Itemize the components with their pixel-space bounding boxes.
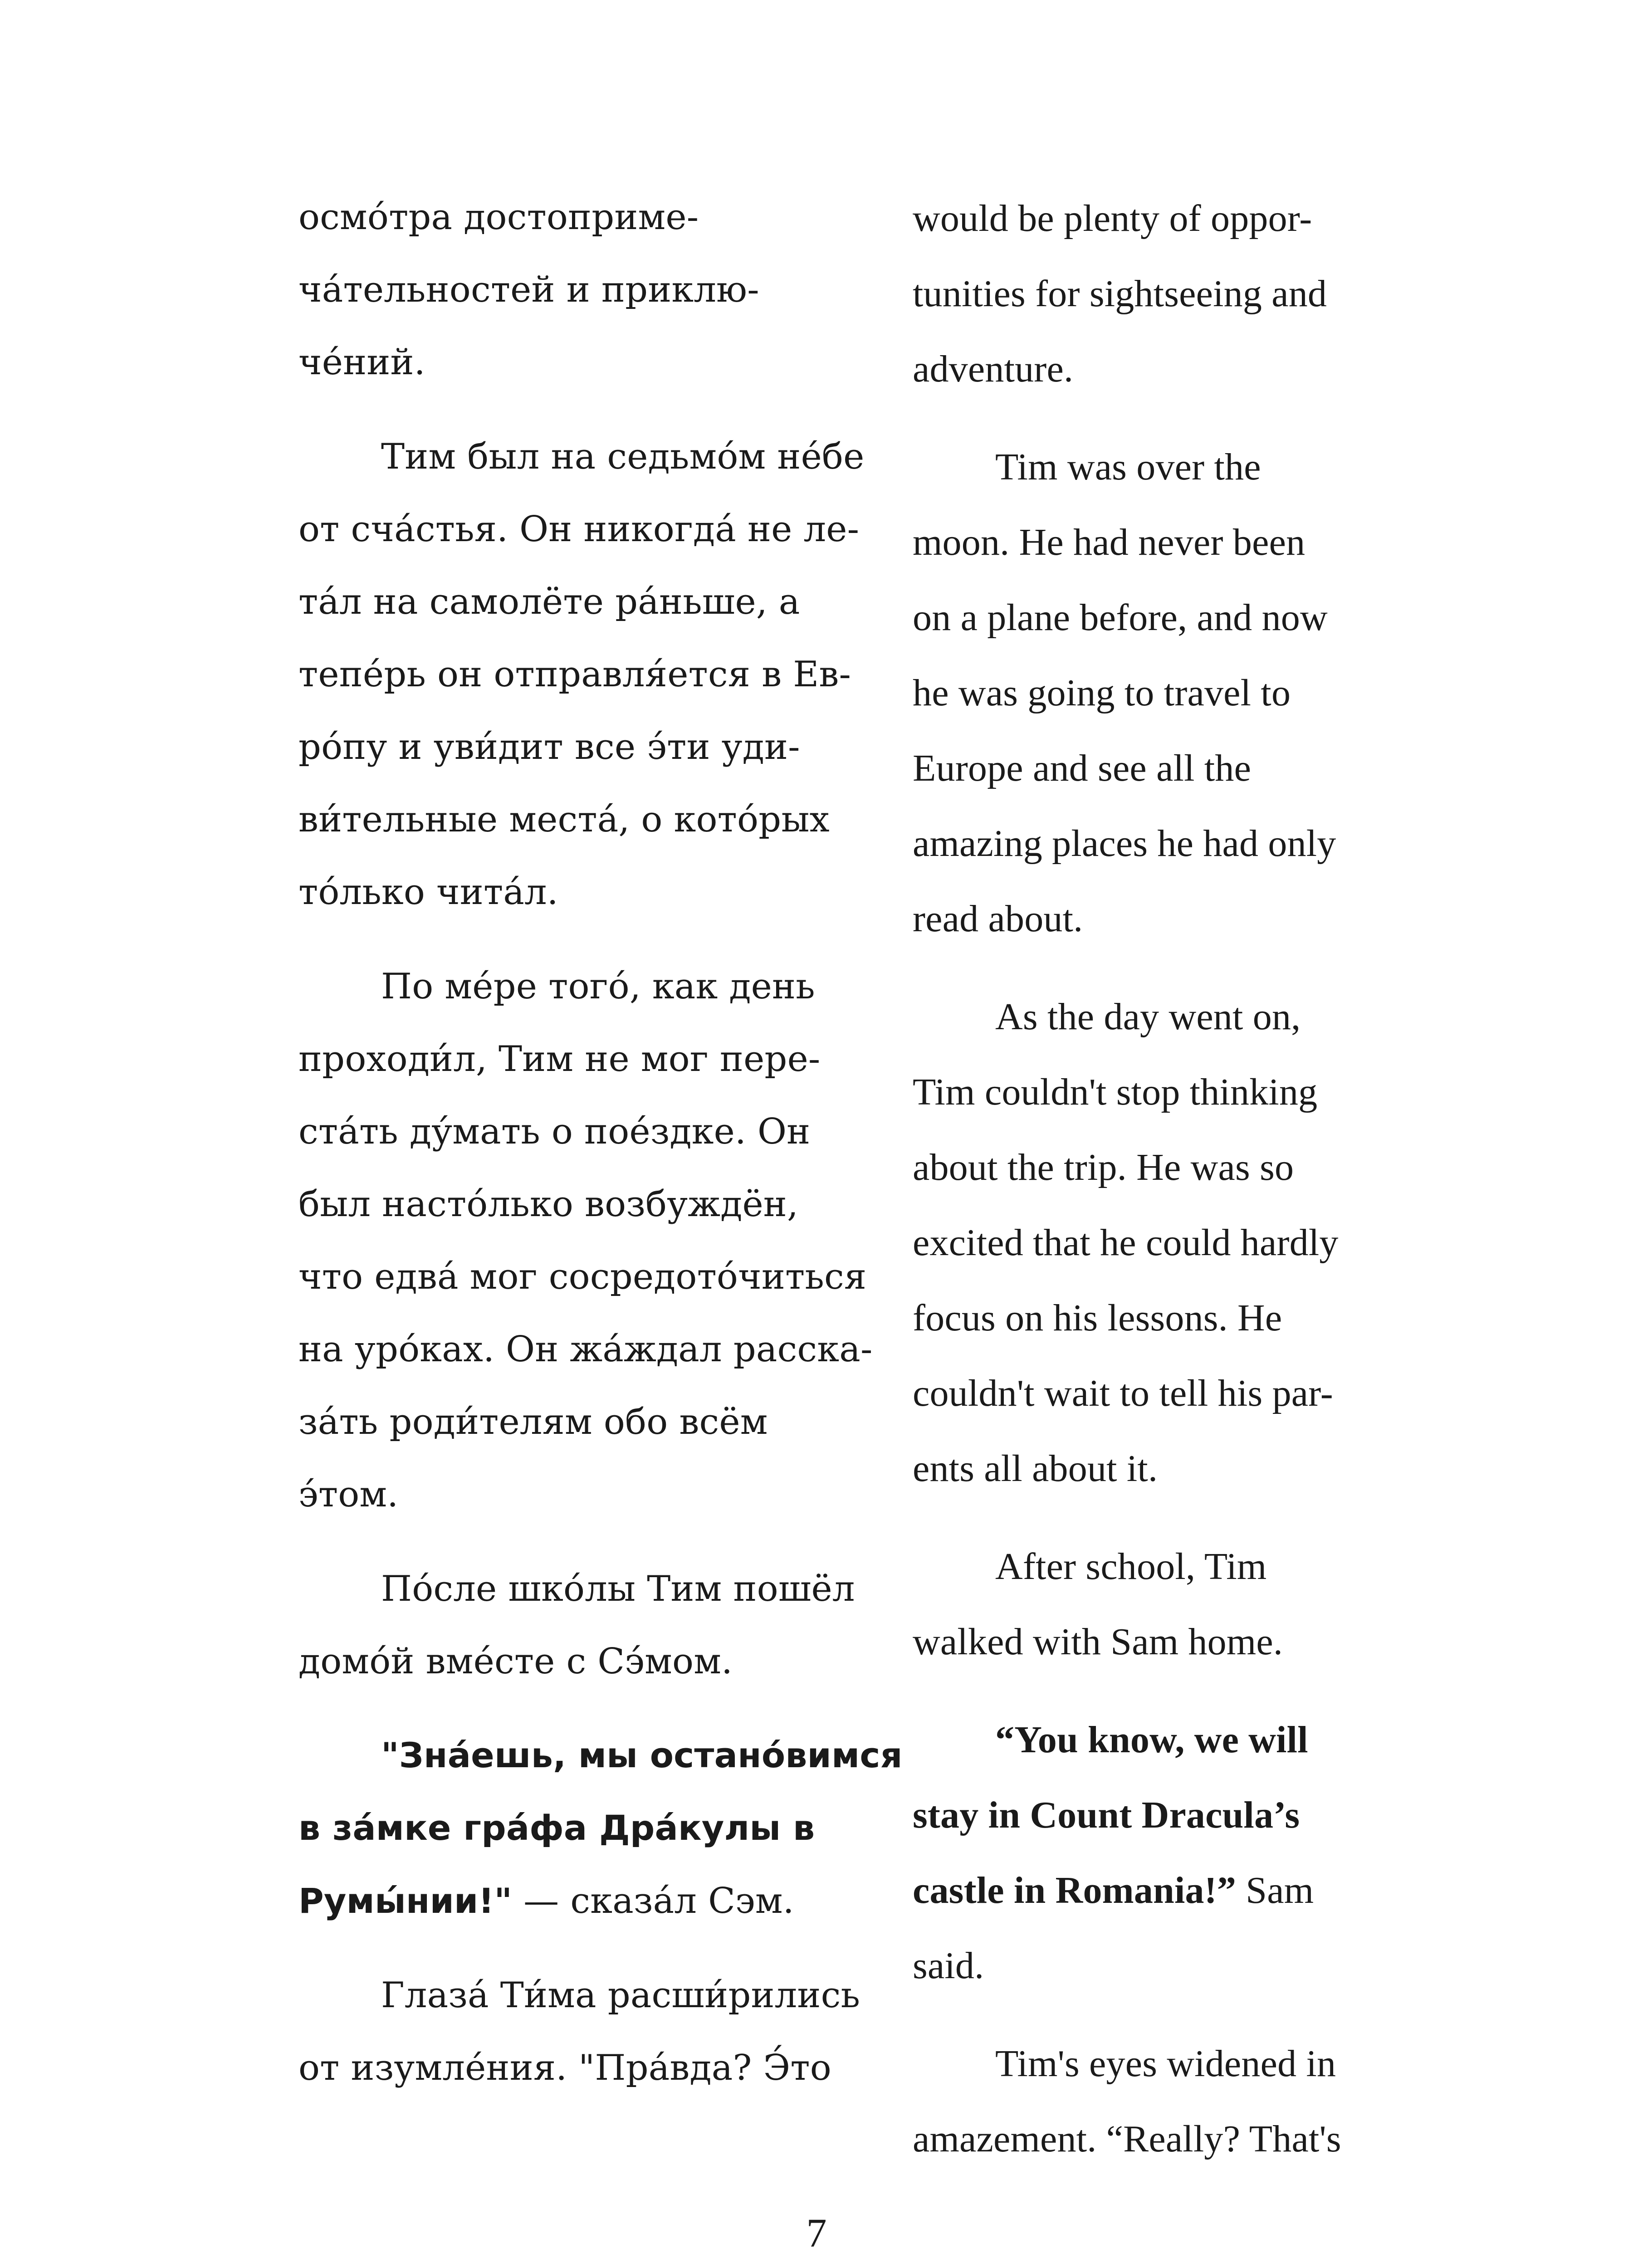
line-text: осмо́тра достоприме- bbox=[298, 197, 699, 238]
text-line bbox=[913, 1146, 1294, 1188]
line-text: on a plane before, and now bbox=[913, 596, 1328, 639]
text-line bbox=[298, 197, 699, 238]
line-text: couldn't wait to tell his par- bbox=[913, 1372, 1333, 1414]
line-text: amazing places he had only bbox=[913, 822, 1336, 865]
line-text: "Зна́ешь, мы остано́вимся bbox=[381, 1735, 903, 1775]
text-line bbox=[381, 966, 815, 1007]
text-line bbox=[381, 436, 865, 477]
page-number: 7 bbox=[806, 2211, 827, 2256]
line-text: Румы́нии!" bbox=[298, 1881, 513, 1921]
text-line bbox=[298, 872, 558, 913]
text-line bbox=[913, 1947, 984, 1985]
line-text: he was going to travel to bbox=[913, 672, 1291, 714]
line-text: walked with Sam home. bbox=[913, 1621, 1283, 1663]
text-line bbox=[298, 729, 800, 765]
line-text: то́лько чита́л. bbox=[298, 872, 558, 913]
text-line bbox=[913, 275, 1327, 313]
line-text: че́ний. bbox=[298, 342, 425, 383]
line-text: ро́пу и уви́дит все э́ти уди- bbox=[298, 727, 800, 767]
text-line bbox=[913, 900, 1083, 938]
line-text: э́том. bbox=[298, 1474, 399, 1515]
text-line bbox=[298, 1404, 768, 1440]
text-line bbox=[995, 448, 1261, 486]
line-text: от изумле́ния. "Пра́вда? Э́то bbox=[298, 2048, 831, 2088]
dialogue-line bbox=[381, 1735, 903, 1775]
line-text: Тим был на седьмо́м не́бе bbox=[381, 436, 865, 477]
line-text: та́л на самолёте ра́ньше, а bbox=[298, 582, 800, 622]
text-line bbox=[298, 342, 425, 383]
line-text: домо́й вме́сте с Сэ́мом. bbox=[298, 1641, 733, 1682]
text-line bbox=[298, 509, 860, 550]
line-text: ста́ть ду́мать о пое́здке. Он bbox=[298, 1111, 811, 1152]
text-line bbox=[913, 1224, 1339, 1262]
text-line bbox=[298, 1474, 399, 1515]
text-line bbox=[995, 1545, 1267, 1588]
line-text: что едва́ мог сосредото́читься bbox=[298, 1256, 867, 1297]
dialogue-line bbox=[995, 1721, 1308, 1759]
text-line bbox=[913, 596, 1328, 639]
text-line bbox=[995, 2045, 1336, 2083]
line-text: would be plenty of oppor- bbox=[913, 197, 1312, 240]
text-line bbox=[298, 654, 851, 695]
line-text: на уро́ках. Он жа́ждал расска- bbox=[298, 1329, 873, 1370]
speaker-tag: Sam bbox=[1236, 1869, 1314, 1911]
line-text: moon. He had never been bbox=[913, 521, 1305, 563]
line-text: проходи́л, Тим не мог пере- bbox=[298, 1039, 821, 1080]
line-text: По ме́ре того́, как день bbox=[381, 966, 815, 1007]
text-line bbox=[298, 1256, 867, 1297]
text-line bbox=[913, 350, 1073, 388]
line-text: amazement. “Really? That's bbox=[913, 2118, 1341, 2160]
text-line bbox=[913, 523, 1305, 562]
line-text: Tim's eyes widened in bbox=[995, 2043, 1336, 2085]
line-text: ви́тельные места́, о кото́рых bbox=[298, 799, 830, 840]
text-line bbox=[298, 2050, 831, 2086]
text-line bbox=[298, 584, 800, 620]
dialogue-line bbox=[913, 1869, 1314, 1911]
line-text: castle in Romania!” bbox=[913, 1869, 1237, 1911]
text-line bbox=[913, 197, 1312, 240]
line-text: As the day went on, bbox=[995, 996, 1301, 1038]
text-line bbox=[913, 1447, 1158, 1490]
speaker-tag: — сказа́л Сэм. bbox=[512, 1881, 794, 1921]
text-line bbox=[298, 1039, 821, 1080]
line-text: Tim couldn't stop thinking bbox=[913, 1071, 1318, 1113]
text-line bbox=[913, 822, 1336, 865]
line-text: Глаза́ Ти́ма расши́рились bbox=[381, 1975, 861, 2016]
text-line bbox=[298, 799, 830, 840]
line-text: Tim was over the bbox=[995, 446, 1261, 488]
text-line bbox=[995, 998, 1301, 1036]
line-text: за́ть роди́телям обо всём bbox=[298, 1402, 768, 1442]
line-text: focus on his lessons. He bbox=[913, 1297, 1282, 1339]
text-line bbox=[913, 749, 1251, 787]
dialogue-line bbox=[298, 1808, 815, 1848]
text-line bbox=[298, 1641, 733, 1682]
line-text: ча́тельностей и приклю- bbox=[298, 269, 759, 310]
line-text: excited that he could hardly bbox=[913, 1222, 1339, 1264]
text-line bbox=[913, 1073, 1317, 1111]
line-text: от сча́стья. Он никогда́ не ле- bbox=[298, 509, 860, 550]
line-text: “You know, we will bbox=[995, 1719, 1308, 1761]
line-text: По́сле шко́лы Тим пошёл bbox=[381, 1569, 855, 1609]
line-text: stay in Count Dracula’s bbox=[913, 1794, 1300, 1836]
text-line bbox=[913, 2120, 1341, 2158]
line-text: был насто́лько возбуждён, bbox=[298, 1184, 798, 1225]
line-text: about the trip. He was so bbox=[913, 1146, 1294, 1188]
text-line bbox=[913, 1299, 1282, 1337]
line-text: Europe and see all the bbox=[913, 747, 1252, 789]
text-line bbox=[298, 1111, 811, 1152]
text-line bbox=[913, 1623, 1283, 1661]
line-text: тепе́рь он отправля́ется в Ев- bbox=[298, 654, 851, 695]
line-text: tunities for sightseeing and bbox=[913, 273, 1327, 315]
line-text: adventure. bbox=[913, 348, 1074, 390]
line-text: ents all about it. bbox=[913, 1447, 1158, 1490]
text-line bbox=[298, 1184, 798, 1225]
line-text: в за́мке гра́фа Дра́кулы в bbox=[298, 1808, 815, 1848]
text-line bbox=[913, 1374, 1333, 1413]
dialogue-line bbox=[913, 1796, 1300, 1834]
line-text: read about. bbox=[913, 898, 1083, 940]
line-text: said. bbox=[913, 1945, 984, 1987]
text-line bbox=[381, 1571, 855, 1607]
dialogue-line bbox=[298, 1883, 794, 1919]
text-line bbox=[298, 269, 759, 310]
text-line bbox=[913, 674, 1291, 712]
line-text: After school, Tim bbox=[995, 1545, 1267, 1588]
text-line bbox=[381, 1975, 861, 2016]
text-line bbox=[298, 1329, 873, 1370]
